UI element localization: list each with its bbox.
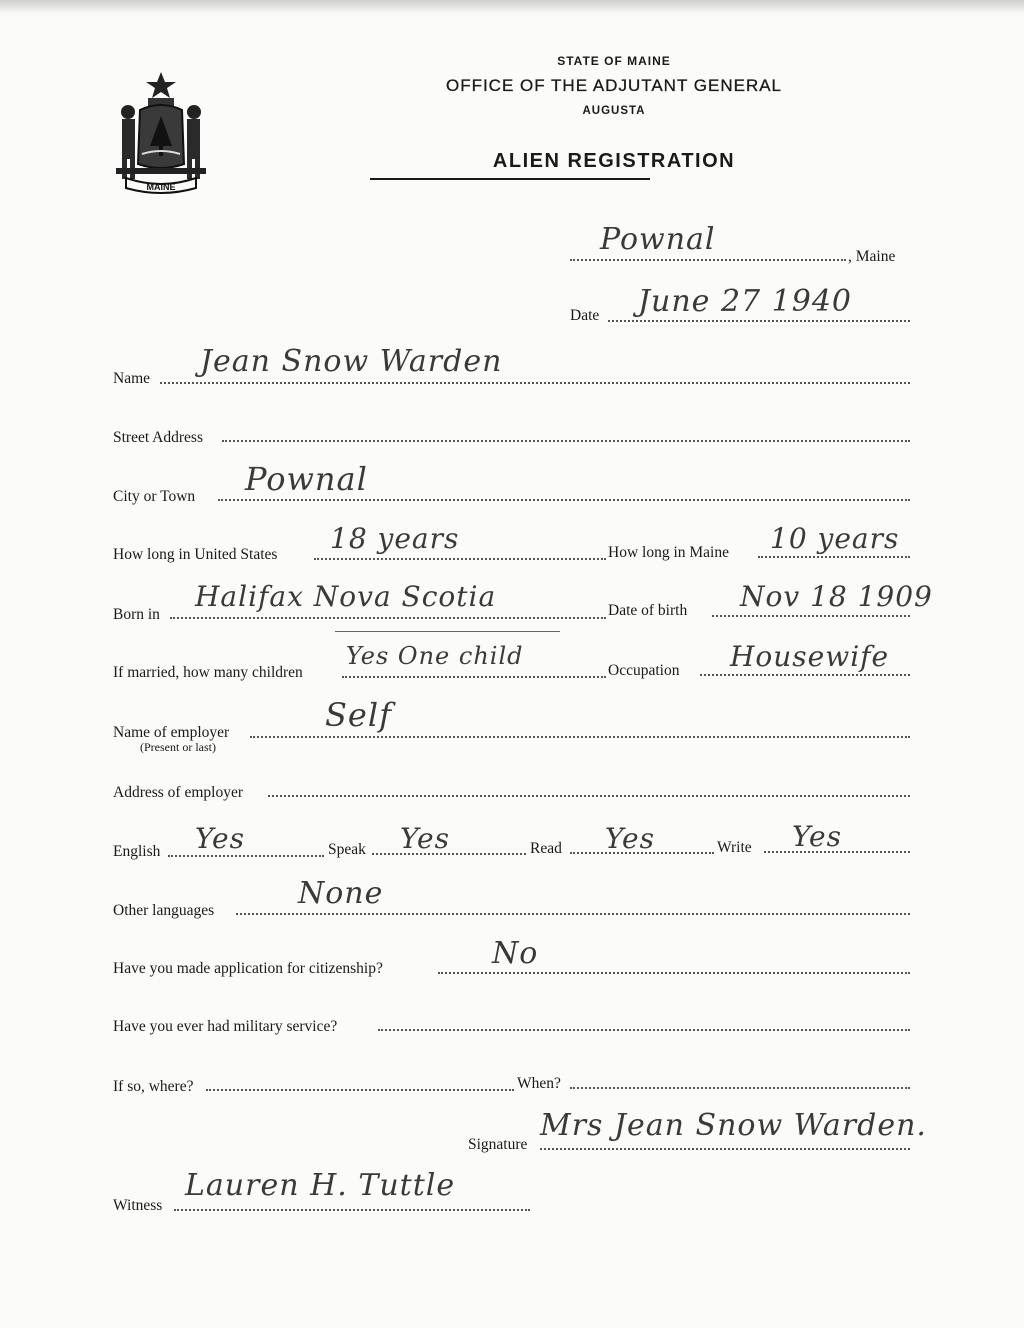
citizenship-value: No <box>492 936 539 971</box>
town-suffix-label: , Maine <box>848 248 896 265</box>
city-value: Pownal <box>245 460 368 498</box>
employer-value: Self <box>325 696 392 734</box>
signature-line <box>540 1148 910 1150</box>
english-label: English <box>113 843 161 860</box>
date-label: Date <box>570 307 600 324</box>
when-label: When? <box>517 1075 561 1092</box>
date-line <box>608 320 910 322</box>
witness-value: Lauren H. Tuttle <box>185 1168 456 1203</box>
born-underline <box>335 631 560 632</box>
born-value: Halifax Nova Scotia <box>195 580 497 613</box>
dob-value: Nov 18 1909 <box>740 580 933 613</box>
name-label: Name <box>113 370 151 387</box>
employer-address-line <box>268 795 910 797</box>
scan-edge <box>0 0 1024 14</box>
date-value: June 27 1940 <box>638 284 853 319</box>
children-label: If married, how many children <box>113 664 303 681</box>
witness-line <box>174 1209 530 1211</box>
title-underline <box>370 178 650 180</box>
speak-value: Yes <box>400 822 450 855</box>
write-value: Yes <box>792 820 842 853</box>
read-label: Read <box>530 840 562 857</box>
occupation-label: Occupation <box>608 662 680 679</box>
other-languages-value: None <box>298 876 384 911</box>
born-label: Born in <box>113 606 160 623</box>
english-value: Yes <box>195 822 245 855</box>
years-us-value: 18 years <box>330 522 460 555</box>
citizenship-line <box>438 972 910 974</box>
born-line <box>170 617 606 619</box>
employer-line <box>250 736 910 738</box>
children-line <box>342 676 606 678</box>
street-label: Street Address <box>113 429 203 446</box>
years-maine-label: How long in Maine <box>608 544 729 561</box>
speak-label: Speak <box>328 841 366 858</box>
town-line <box>570 259 846 261</box>
where-line <box>206 1089 514 1091</box>
read-value: Yes <box>605 822 655 855</box>
occupation-value: Housewife <box>730 640 890 673</box>
street-line <box>222 440 910 442</box>
header-state: STATE OF MAINE <box>557 54 671 68</box>
employer-address-label: Address of employer <box>113 784 243 801</box>
other-languages-line <box>236 913 910 915</box>
seal-text: MAINE <box>146 182 176 192</box>
years-us-label: How long in United States <box>113 546 278 563</box>
years-us-line <box>314 558 606 560</box>
military-label: Have you ever had military service? <box>113 1018 338 1035</box>
english-line <box>168 855 324 857</box>
city-label: City or Town <box>113 488 196 505</box>
military-line <box>378 1029 910 1031</box>
when-line <box>570 1087 910 1089</box>
dob-line <box>712 615 910 617</box>
signature-label: Signature <box>468 1136 528 1153</box>
header-office: OFFICE OF THE ADJUTANT GENERAL <box>445 76 783 95</box>
dob-label: Date of birth <box>608 602 688 619</box>
children-value: Yes One child <box>346 642 524 670</box>
occupation-line <box>700 674 910 676</box>
town-value: Pownal <box>600 222 716 257</box>
employer-sublabel: (Present or last) <box>140 740 216 754</box>
name-line <box>160 382 910 384</box>
years-maine-value: 10 years <box>770 522 900 555</box>
form-title: ALIEN REGISTRATION <box>492 150 736 172</box>
city-line <box>218 499 910 501</box>
years-maine-line <box>758 556 910 558</box>
header-city: AUGUSTA <box>582 105 646 117</box>
signature-value: Mrs Jean Snow Warden. <box>540 1108 927 1143</box>
citizenship-label: Have you made application for citizenship? <box>113 960 383 977</box>
other-languages-label: Other languages <box>113 902 215 919</box>
write-label: Write <box>717 839 752 856</box>
witness-label: Witness <box>113 1197 163 1214</box>
where-label: If so, where? <box>113 1078 194 1095</box>
name-value: Jean Snow Warden <box>200 344 503 379</box>
employer-label: Name of employer <box>113 724 230 741</box>
